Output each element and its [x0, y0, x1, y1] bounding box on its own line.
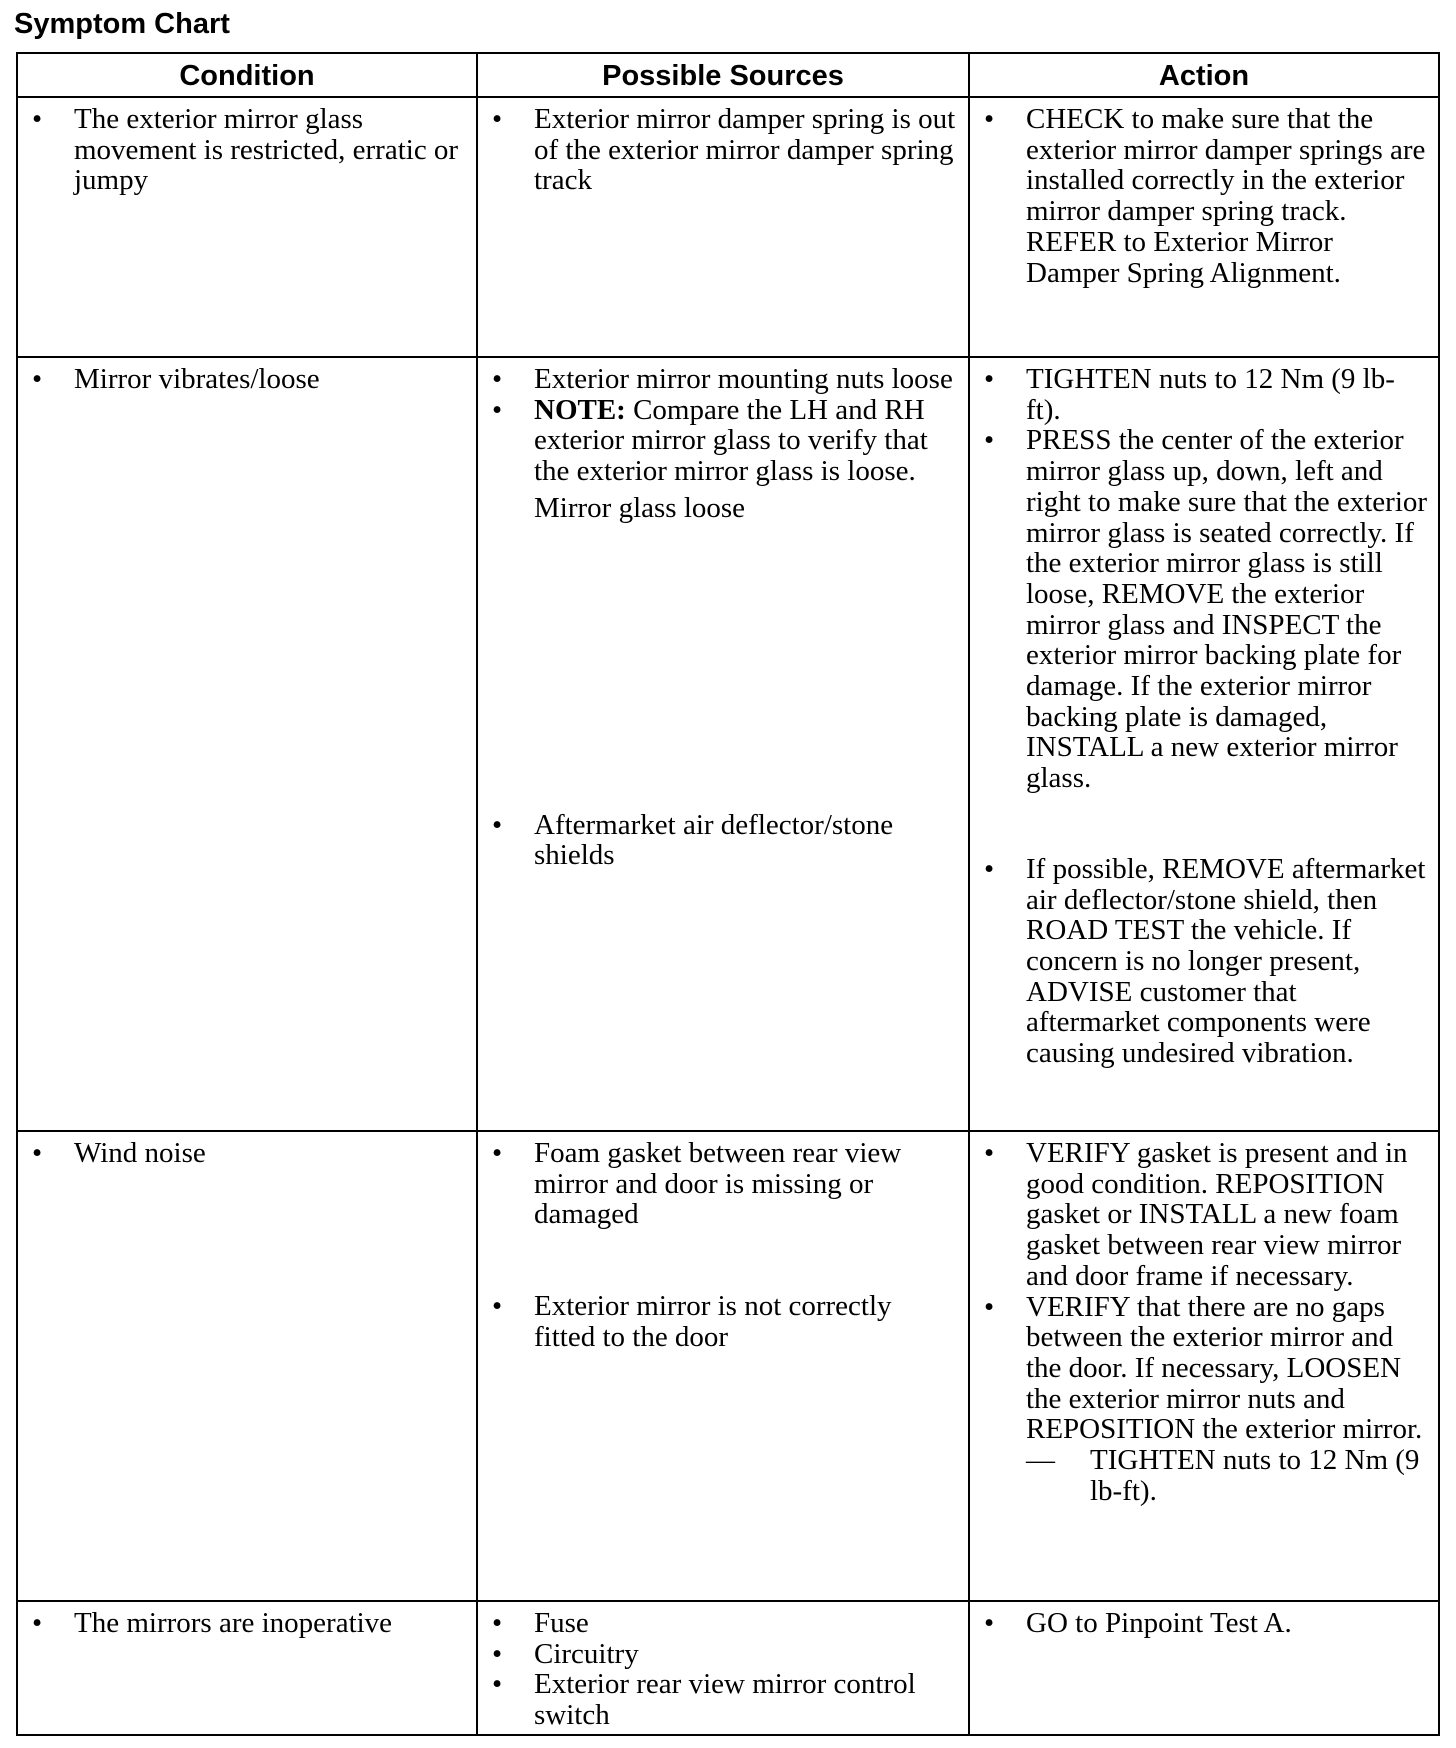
note-label: NOTE:: [534, 393, 626, 426]
source-item: • Exterior mirror damper spring is out of the exterior mirror damper spring track: [488, 104, 958, 196]
condition-cell: [17, 97, 477, 357]
source-item: • Foam gasket between rear view mirror and door is missing or damaged: [488, 1138, 958, 1230]
source-item: • Aftermarket air deflector/stone shields: [488, 810, 958, 871]
sub-action-text: TIGHTEN nuts to 12 Nm (9 lb-ft).: [1090, 1444, 1420, 1507]
action-item: • GO to Pinpoint Test A.: [980, 1608, 1428, 1639]
header-row: [17, 53, 1439, 97]
action-item: • If possible, REMOVE aftermarket air deflector/stone shield, then ROAD TEST the vehicle. If concern is no longer present, ADVISE customer that aftermarket components were causing undesired vibration.: [980, 854, 1428, 1069]
condition-text: • The mirrors are inoperative: [28, 1608, 466, 1639]
dash-marker: —: [1026, 1444, 1055, 1477]
table-row: [17, 97, 1439, 357]
action-item: • TIGHTEN nuts to 12 Nm (9 lb-ft).: [980, 364, 1428, 425]
action-cell: [969, 1131, 1439, 1601]
header-action: Action: [969, 53, 1439, 97]
table-row: [17, 1131, 1439, 1601]
source-item: • Circuitry: [488, 1639, 958, 1670]
table-row: [17, 357, 1439, 1131]
symptom-table: [16, 52, 1440, 1736]
sources-cell: [477, 1131, 969, 1601]
note-item: [488, 395, 958, 487]
source-plain-text: Mirror glass loose: [534, 491, 746, 524]
action-item: • CHECK to make sure that the exterior mirror damper springs are installed correctly in the exterior mirror damper spring track. REFER to Exterior Mirror Damper Spring Alignment.: [980, 104, 1428, 288]
action-item: • VERIFY that there are no gaps between the exterior mirror and the door. If necessary, LOOSEN the exterior mirror nuts and REPOSITION the exterior mirror.: [980, 1292, 1428, 1446]
sources-cell: [477, 1601, 969, 1735]
sources-cell: [477, 97, 969, 357]
table-row: [17, 1601, 1439, 1735]
action-item: • VERIFY gasket is present and in good condition. REPOSITION gasket or INSTALL a new foam gasket between rear view mirror and door frame if necessary.: [980, 1138, 1428, 1292]
action-item: • PRESS the center of the exterior mirror glass up, down, left and right to make sure that the exterior mirror glass is seated correctly. If the exterior mirror glass is still loose, REMOVE the exterior mirror glass and INSPECT the exterior mirror backing plate for damage. If the exterior mirror backing plate is damaged, INSTALL a new exterior mirror glass.: [980, 425, 1428, 793]
action-cell: [969, 97, 1439, 357]
page-title: Symptom Chart: [14, 8, 230, 40]
condition-text: • The exterior mirror glass movement is restricted, erratic or jumpy: [28, 104, 466, 196]
source-item: • Exterior mirror mounting nuts loose: [488, 364, 958, 395]
source-item: • Fuse: [488, 1608, 958, 1639]
sub-action-item: [1026, 1445, 1428, 1506]
condition-cell: [17, 1601, 477, 1735]
condition-text: • Mirror vibrates/loose: [28, 364, 466, 395]
action-cell: [969, 1601, 1439, 1735]
sources-cell: [477, 357, 969, 1131]
note-text: Compare the LH and RH exterior mirror glass to verify that the exterior mirror glass is loose.: [534, 393, 928, 488]
condition-text: • Wind noise: [28, 1138, 466, 1169]
action-cell: [969, 357, 1439, 1131]
source-item: • Exterior rear view mirror control switch: [488, 1669, 958, 1730]
condition-cell: [17, 357, 477, 1131]
header-possible-sources: Possible Sources: [477, 53, 969, 97]
condition-cell: [17, 1131, 477, 1601]
source-item: • Exterior mirror is not correctly fitted to the door: [488, 1291, 958, 1352]
header-condition: Condition: [17, 53, 477, 97]
